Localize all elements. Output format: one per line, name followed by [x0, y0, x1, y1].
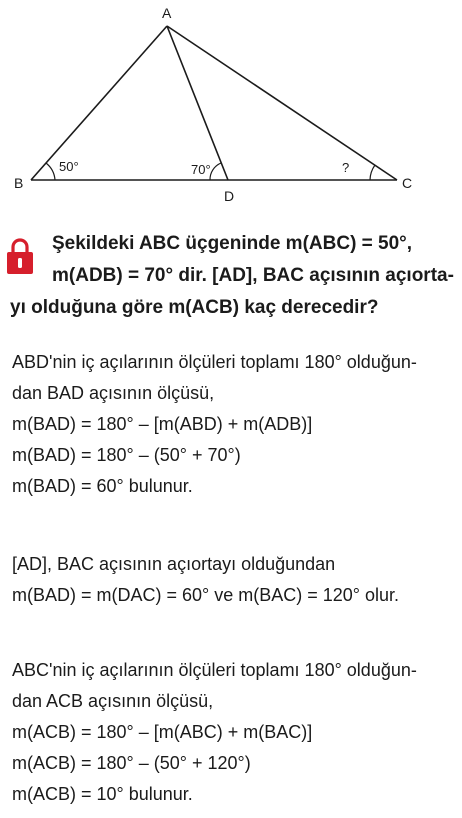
angle-arc-c: [370, 165, 375, 180]
solution-line: m(BAD) = m(DAC) = 60° ve m(BAC) = 120° olur.: [12, 585, 399, 605]
solution-block-3: [12, 655, 417, 810]
angle-label-adb: 70°: [191, 162, 211, 177]
solution-block-2: [12, 549, 399, 611]
triangle-figure: [0, 0, 462, 215]
vertex-label-b: B: [14, 175, 24, 191]
solution-line: ABC'nin iç açılarının ölçüleri toplamı 180° olduğun-: [12, 660, 417, 680]
question-line-2: m(ADB) = 70° dir. [AD], BAC açısının açıorta-: [52, 265, 454, 286]
vertex-label-d: D: [224, 188, 235, 204]
question-line-3: yı olduğuna göre m(ACB) kaç derecedir?: [10, 297, 379, 318]
segment-ad: [167, 26, 228, 180]
side-ab: [31, 26, 167, 180]
angle-arc-adb: [210, 163, 221, 180]
question-line-1: Şekildeki ABC üçgeninde m(ABC) = 50°,: [52, 233, 413, 254]
solution-line: m(BAD) = 180° – [m(ABD) + m(ADB)]: [12, 414, 313, 434]
solution-line: m(ACB) = 180° – [m(ABC) + m(BAC)]: [12, 722, 313, 742]
solution-line: ABD'nin iç açılarının ölçüleri toplamı 180° olduğun-: [12, 352, 417, 372]
solution-line: dan BAD açısının ölçüsü,: [12, 383, 215, 403]
angle-arc-b: [46, 163, 55, 180]
side-ac: [167, 26, 397, 180]
solution-block-1: [12, 347, 417, 502]
solution-line: m(ACB) = 10° bulunur.: [12, 784, 193, 804]
vertex-label-c: C: [402, 175, 413, 191]
solution-line: [AD], BAC açısının açıortayı olduğundan: [12, 554, 336, 574]
angle-label-b: 50°: [59, 159, 79, 174]
question-text: [10, 228, 460, 324]
vertex-label-a: A: [162, 5, 172, 21]
solution-line: m(BAD) = 180° – (50° + 70°): [12, 445, 241, 465]
solution-line: dan ACB açısının ölçüsü,: [12, 691, 214, 711]
solution-line: m(ACB) = 180° – (50° + 120°): [12, 753, 251, 773]
angle-label-c: ?: [342, 160, 350, 175]
solution-line: m(BAD) = 60° bulunur.: [12, 476, 193, 496]
